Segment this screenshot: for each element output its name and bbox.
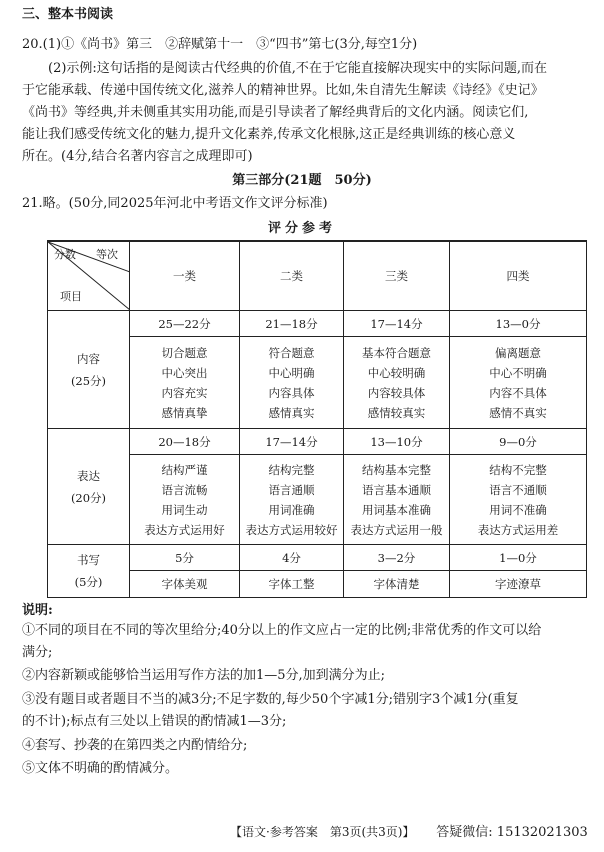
criterion: 结构完整 [268, 462, 315, 477]
corner-cell [48, 241, 130, 311]
notes-title: 说明: [22, 603, 53, 618]
criterion: 结构不完整 [489, 462, 547, 477]
q20-part1: 20.(1)①《尚书》第三 ②辞赋第十一 ③“四书”第七(3分,每空1分) [22, 37, 418, 52]
corner-item-label: 项目 [60, 290, 82, 303]
range-cell: 17—14分 [344, 311, 450, 337]
criterion: 用词准确 [268, 502, 315, 517]
criteria-cell [450, 455, 587, 545]
q20-para-line: 《尚书》等经典,并未侧重其实用功能,而是引导读者了解经典背后的文化内涵。阅读它们, [22, 105, 529, 120]
criterion: 内容较具体 [367, 385, 426, 400]
criterion: 用词生动 [161, 502, 208, 517]
criterion: 表达方式运用差 [477, 522, 559, 537]
range-cell: 3—2分 [344, 545, 450, 571]
table-caption: 评分参考 [267, 221, 336, 236]
criterion: 中心较明确 [367, 365, 426, 380]
row-label: 表达 [77, 468, 100, 483]
criteria-cell [240, 337, 344, 429]
range-cell: 21—18分 [240, 311, 344, 337]
criterion: 中心明确 [268, 365, 315, 380]
criterion: 表达方式运用一般 [350, 522, 443, 537]
criterion: 基本符合题意 [362, 345, 431, 360]
criterion: 感情不真实 [489, 405, 547, 420]
note-line: ①不同的项目在不同的等次里给分;40分以上的作文应占一定的比例;非常优秀的作文可以给 [22, 623, 542, 638]
criterion: 语言不通顺 [489, 482, 547, 497]
criterion: 符合题意 [268, 345, 315, 360]
q20-para-line: (2)示例:这句话指的是阅读古代经典的价值,不在于它能直接解决现实中的实际问题,而在 [48, 61, 548, 76]
criterion: 表达方式运用好 [144, 522, 225, 537]
note-line: 的不计);标点有三处以上错误的酌情减1—3分; [22, 714, 287, 729]
criteria-cell [240, 455, 344, 545]
criterion: 感情真实 [268, 405, 315, 420]
criterion: 内容不具体 [489, 385, 547, 400]
range-cell: 13—10分 [344, 429, 450, 455]
range-cell: 17—14分 [240, 429, 344, 455]
row-label: 内容 [77, 351, 100, 366]
q21-text: 21.略。(50分,同2025年河北中考语文作文评分标准) [22, 196, 328, 211]
table-header-row [48, 241, 587, 311]
section-heading: 三、整本书阅读 [22, 7, 114, 22]
criteria-cell: 字体清楚 [344, 571, 450, 598]
criteria-cell: 字体工整 [240, 571, 344, 598]
criteria-cell [344, 337, 450, 429]
table-row [48, 429, 587, 455]
note-line: 满分; [22, 645, 53, 660]
criteria-cell: 字体美观 [130, 571, 240, 598]
note-line: ②内容新颖或能够恰当运用写作方法的加1—5分,加到满分为止; [22, 668, 386, 683]
criterion: 中心不明确 [489, 365, 547, 380]
row-points: (25分) [70, 373, 107, 388]
row-points: (20分) [70, 490, 107, 505]
criterion: 语言流畅 [161, 482, 208, 497]
criterion: 切合题意 [161, 345, 208, 360]
criterion: 表达方式运用较好 [245, 522, 338, 537]
range-cell: 25—22分 [130, 311, 240, 337]
range-cell: 9—0分 [450, 429, 587, 455]
page-label: 【语文·参考答案 第3页(共3页)】 [230, 825, 415, 839]
range-cell: 4分 [240, 545, 344, 571]
criteria-cell [344, 455, 450, 545]
criterion: 内容充实 [161, 385, 208, 400]
corner-grade-label: 等次 [96, 248, 118, 261]
criteria-cell [130, 337, 240, 429]
criterion: 语言通顺 [268, 482, 315, 497]
q20-para-line: 所在。(4分,结合名著内容言之成理即可) [22, 149, 253, 164]
criterion: 内容具体 [268, 385, 315, 400]
criterion: 偏离题意 [495, 345, 541, 360]
criteria-cell [130, 455, 240, 545]
criterion: 感情真挚 [161, 405, 208, 420]
row-label: 书写 [77, 553, 100, 567]
note-line: ⑤文体不明确的酌情减分。 [22, 761, 179, 776]
note-line: ③没有题目或者题目不当的减3分;不足字数的,每少50个字减1分;错别字3个减1分(重复 [22, 692, 519, 707]
criterion: 用词基本准确 [362, 502, 431, 517]
criterion: 结构严谨 [161, 462, 208, 477]
row-label-cell [48, 545, 130, 598]
range-cell: 1—0分 [450, 545, 587, 571]
row-label-cell [48, 429, 130, 545]
q20-para-line: 能让我们感受传统文化的魅力,提升文化素养,传承文化根脉,这正是经典训练的核心意义 [22, 127, 516, 142]
contact-info: 答疑微信: 15132021303 [436, 825, 588, 840]
table-row [48, 545, 587, 571]
column-header: 二类 [240, 241, 344, 311]
range-cell: 13—0分 [450, 311, 587, 337]
column-header: 三类 [344, 241, 450, 311]
note-line: ④套写、抄袭的在第四类之内酌情给分; [22, 738, 248, 753]
q20-para-line: 于它能承载、传递中国传统文化,滋养人的精神世界。比如,朱自清先生解读《诗经》《史记》 [22, 83, 544, 98]
part3-heading: 第三部分(21题 50分) [232, 173, 372, 188]
criterion: 用词不准确 [489, 502, 547, 517]
range-cell: 20—18分 [130, 429, 240, 455]
criterion: 感情较真实 [367, 405, 426, 420]
table-row [48, 311, 587, 337]
column-header: 一类 [130, 241, 240, 311]
row-label-cell [48, 311, 130, 429]
criterion: 中心突出 [161, 365, 208, 380]
column-header: 四类 [450, 241, 587, 311]
criteria-cell: 字迹潦草 [450, 571, 587, 598]
criterion: 语言基本通顺 [362, 482, 431, 497]
page-footer [230, 821, 588, 840]
criteria-cell [450, 337, 587, 429]
row-points: (5分) [74, 575, 103, 589]
range-cell: 5分 [130, 545, 240, 571]
criterion: 结构基本完整 [362, 462, 431, 477]
scoring-table [47, 240, 587, 598]
corner-score-label: 分数 [54, 248, 76, 261]
